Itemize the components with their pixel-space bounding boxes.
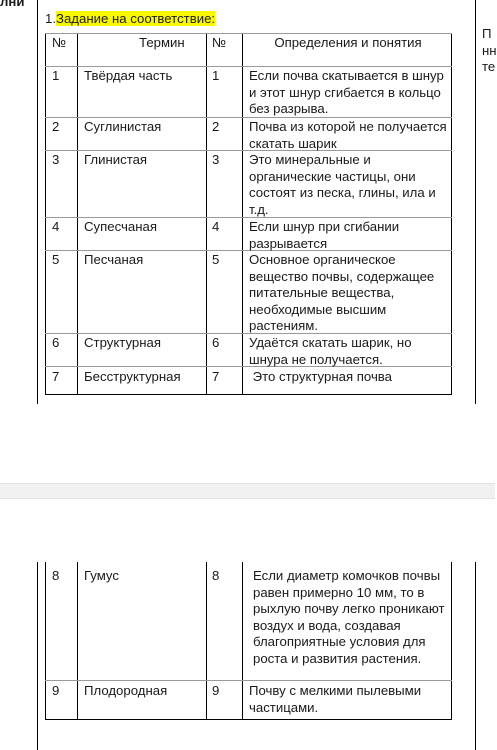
row-term: Супесчаная [84, 219, 158, 234]
row-def-number: 2 [212, 119, 220, 134]
row-definition: Это минеральные и органические частицы, они состоят из песка, глины, ила и т.д. [249, 152, 436, 217]
page-separator [0, 483, 495, 499]
row-definition: Если почва скатывается в шнур и этот шнур сгибается в кольцо без разрыва. [249, 68, 444, 116]
row-def-number: 8 [212, 568, 220, 583]
row-number: 8 [52, 568, 60, 583]
row-def-number: 5 [212, 252, 220, 267]
table-border-top [45, 33, 452, 34]
row-term: Глинистая [84, 152, 148, 167]
table2-col-divider-2 [206, 562, 207, 720]
table2-row-divider [45, 680, 452, 681]
right-cut-text-3: те [482, 59, 496, 74]
row-term: Суглинистая [84, 119, 162, 134]
table-border-left [45, 33, 46, 395]
row-definition: Это структурная почва [249, 369, 393, 384]
task-title: Задание на соответствие: [56, 11, 216, 26]
task-heading [45, 11, 215, 28]
row-definition: Удаётся скатать шарик, но шнура не получается. [249, 335, 412, 367]
row-term: Бесструктурная [84, 369, 181, 384]
outer-right-border-bottom [475, 562, 476, 750]
row-number: 6 [52, 335, 60, 350]
table-border-right [451, 33, 452, 395]
table2-border-right [451, 562, 452, 720]
table-col-divider-3 [242, 33, 243, 395]
table2-col-divider-1 [77, 562, 78, 720]
row-term: Песчаная [84, 252, 144, 267]
row-def-number: 4 [212, 219, 220, 234]
row-def-number: 3 [212, 152, 220, 167]
table2-col-divider-3 [242, 562, 243, 720]
header-term: Термин [139, 35, 185, 50]
right-cut-text-2: нн [482, 43, 497, 58]
row-term: Структурная [84, 335, 161, 350]
row-number: 5 [52, 252, 60, 267]
header-definition: Определения и понятия [274, 35, 422, 50]
row-number: 4 [52, 219, 60, 234]
row-def-number: 6 [212, 335, 220, 350]
row-definition: Если шнур при сгибании разрывается [249, 219, 400, 251]
outer-left-border-bottom [37, 562, 38, 750]
row-number: 2 [52, 119, 60, 134]
row-def-number: 7 [212, 369, 220, 384]
row-number: 1 [52, 68, 60, 83]
left-cut-text: лни [0, 0, 25, 9]
row-number: 9 [52, 683, 60, 698]
row-term: Гумус [84, 568, 119, 583]
row-definition: Если диаметр комочков почвы равен примерно 10 мм, то в рыхлую почву легко проникают воздух и вода, создавая благоприятные условия для роста и развития растения. [253, 568, 445, 666]
row-def-number: 1 [212, 68, 220, 83]
outer-right-border [475, 0, 476, 404]
row-definition: Почва из которой не получается скатать шарик [249, 119, 447, 151]
header-number-1: № [52, 35, 67, 50]
table2-border-bottom [45, 719, 452, 720]
row-term: Плодородная [84, 683, 168, 698]
row-definition: Почву с мелкими пылевыми частицами. [249, 683, 422, 715]
task-number: 1. [45, 11, 56, 26]
header-number-2: № [212, 35, 227, 50]
row-number: 3 [52, 152, 60, 167]
right-cut-text-1: П [482, 26, 492, 41]
row-term: Твёрдая часть [84, 68, 173, 83]
header-row-divider [45, 66, 452, 67]
row-def-number: 9 [212, 683, 220, 698]
table2-border-left [45, 562, 46, 720]
row-number: 7 [52, 369, 60, 384]
outer-left-border [37, 0, 38, 404]
table-col-divider-2 [206, 33, 207, 395]
row-definition: Основное органическое вещество почвы, содержащее питательные вещества, необходимые высшим растениям. [249, 252, 435, 333]
table-border-bottom [45, 394, 452, 395]
table-col-divider-1 [77, 33, 78, 395]
